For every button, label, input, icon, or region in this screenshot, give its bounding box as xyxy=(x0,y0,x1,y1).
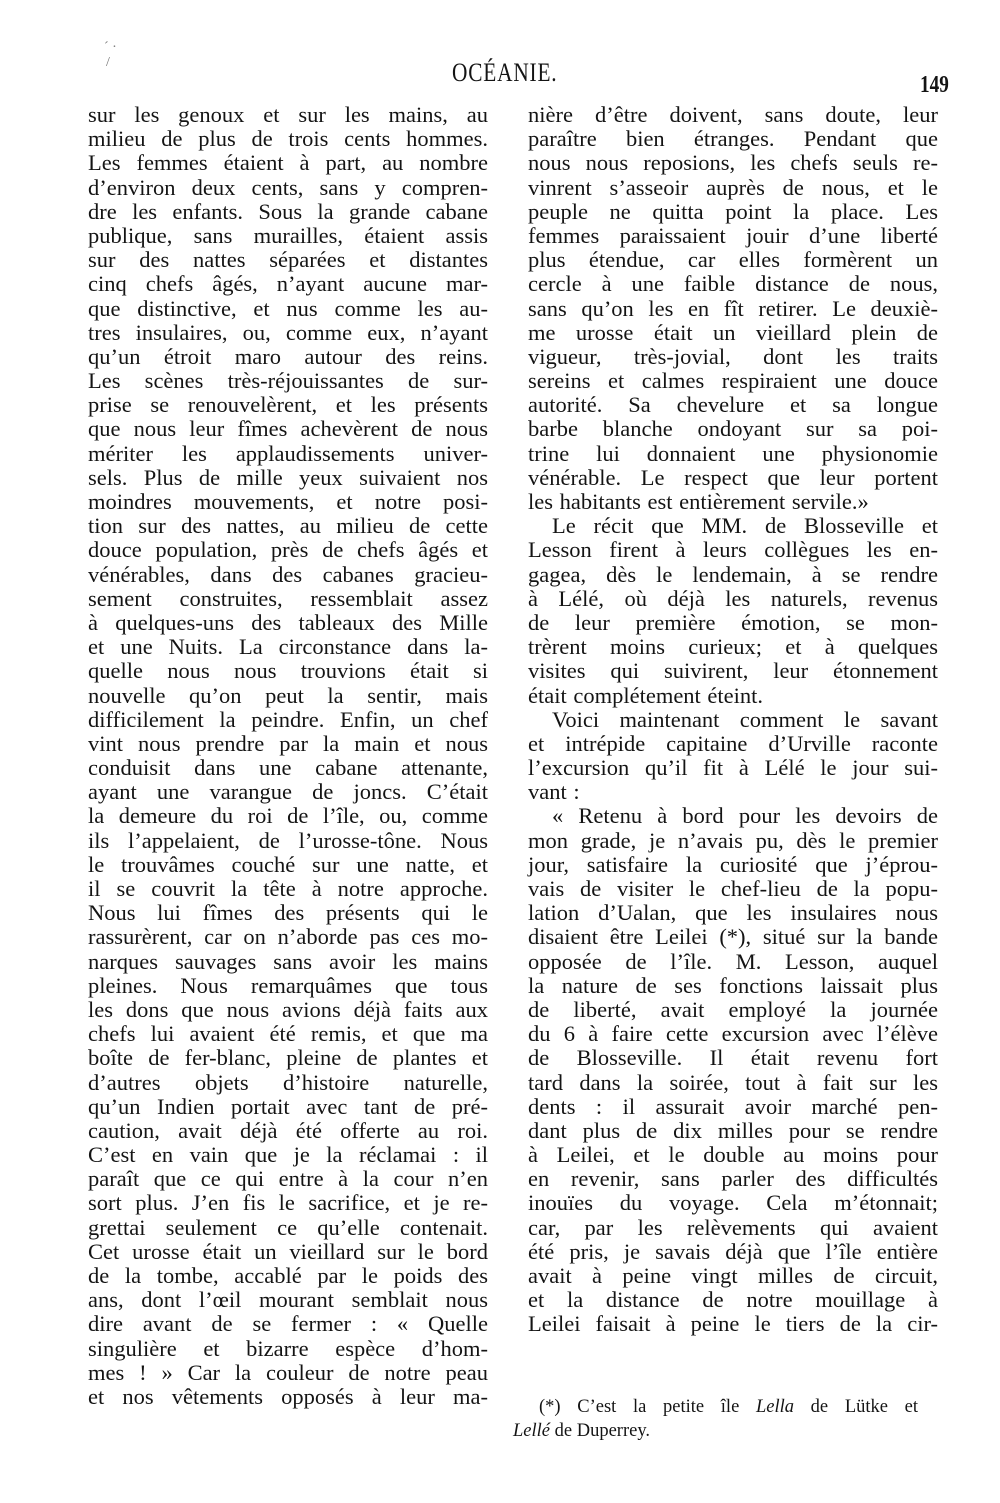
text-line: difficilement la peindre. Enfin, un chef xyxy=(88,706,488,732)
text-line: de la tombe, accablé par le poids des xyxy=(88,1263,488,1288)
text-line: nouvelle qu’on peut la sentir, mais xyxy=(88,682,488,708)
text-line: femmes paraissaient jouir d’une liberté xyxy=(528,222,938,248)
text-line: vais de visiter le chef-lieu de la popu- xyxy=(528,876,938,901)
running-title: OCÉANIE. xyxy=(452,58,558,87)
footnote-line: Lellé de Duperrey. xyxy=(513,1421,650,1441)
text-line: dant plus de dix milles pour se rendre xyxy=(528,1117,938,1143)
text-line: narques sauvages sans avoir les mains xyxy=(88,948,488,974)
text-line: l’excursion qu’il fit à Lélé le jour sui- xyxy=(528,755,938,781)
text-line: Nous lui fîmes des présents qui le xyxy=(88,900,488,926)
text-line: les dons que nous avions déjà faits aux xyxy=(88,996,488,1022)
text-line: C’est en vain que je la réclamai : il xyxy=(88,1142,488,1168)
text-line: sereins et calmes respiraient une douce xyxy=(528,368,938,394)
text-line: il se couvrit la tête à notre approche. xyxy=(88,876,488,901)
text-line: d’autres objets d’histoire naturelle, xyxy=(88,1069,488,1095)
text-line: de leur première émotion, se mon- xyxy=(528,609,938,635)
text-line: jour, satisfaire la curiosité que j’éprou- xyxy=(528,851,938,877)
text-line: mon grade, je n’avais pu, dès le premier xyxy=(528,827,938,853)
text-line: que nous leur fîmes achevèrent de nous xyxy=(88,416,488,442)
text-line: sels. Plus de mille yeux suivaient nos xyxy=(88,464,488,490)
text-line: disaient être Leilei (*), situé sur la bande xyxy=(528,924,938,950)
text-line: de liberté, avait employé la journée xyxy=(528,996,938,1022)
scan-artifact-mark: ´ · xyxy=(104,40,117,55)
text-line: caution, avait déjà été offerte au roi. xyxy=(88,1117,488,1143)
text-line: vigueur, très-jovial, dont les traits xyxy=(528,343,938,369)
text-line: le trouvâmes couché sur une natte, et xyxy=(88,851,488,877)
text-line: Voici maintenant comment le savant xyxy=(552,706,938,732)
text-line: Leilei faisait à peine le tiers de la cir- xyxy=(528,1311,938,1337)
text-line: tion sur des nattes, au milieu de cette xyxy=(88,513,488,539)
text-line: Les scènes très-réjouissantes de sur- xyxy=(88,368,488,394)
text-line: nière d’être doivent, sans doute, leur xyxy=(528,102,938,127)
text-line: sur des nattes séparées et distantes xyxy=(88,247,488,273)
text-line: peuple ne quitta point la place. Les xyxy=(528,198,938,224)
text-line: gagea, dès le lendemain, à se rendre xyxy=(528,561,938,587)
text-line: chefs lui avaient été remis, et que ma xyxy=(88,1021,488,1047)
text-line: paraître bien étranges. Pendant que xyxy=(528,126,938,152)
text-line: vinrent s’asseoir auprès de nous, et le xyxy=(528,174,938,200)
text-line: qu’un étroit maro autour des reins. xyxy=(88,343,488,369)
text-line: visites qui suivirent, leur étonnement xyxy=(528,658,938,684)
footnote-line: (*) C’est la petite île Lella de Lütke et xyxy=(539,1397,918,1417)
text-line: mériter les applaudissements univer- xyxy=(88,440,488,466)
text-line: sement construites, ressemblait assez xyxy=(88,585,488,611)
text-line: les habitants est entièrement servile.» xyxy=(528,489,869,514)
text-line: boîte de fer-blanc, pleine de plantes et xyxy=(88,1045,488,1071)
text-line: autorité. Sa chevelure et sa longue xyxy=(528,392,938,418)
text-line: conduisit dans une cabane attenante, xyxy=(88,755,488,781)
text-line: Cet urosse était un vieillard sur le bord xyxy=(88,1238,488,1264)
text-line: était complétement éteint. xyxy=(528,682,764,708)
text-line: cercle à une faible distance de nous, xyxy=(528,271,938,297)
footnote-italic-term: Lella xyxy=(755,1397,794,1417)
text-line: me urosse était un vieillard plein de xyxy=(528,319,938,345)
text-line: sur les genoux et sur les mains, au xyxy=(88,102,488,127)
text-line: vénérables, dans des cabanes gracieu- xyxy=(88,561,488,587)
text-line: paraît que ce qui entre à la cour n’en xyxy=(88,1166,488,1192)
right-text-column xyxy=(528,103,938,1337)
text-line: et intrépide capitaine d’Urville raconte xyxy=(528,730,938,756)
text-line: lation d’Ualan, que les insulaires nous xyxy=(528,900,938,926)
text-line: grettai seulement ce qu’elle contenait. xyxy=(88,1214,488,1240)
text-line: à Leilei, et le double au moins pour xyxy=(528,1142,938,1168)
text-line: vint nous prendre par la main et nous xyxy=(88,730,488,756)
text-line: pleines. Nous remarquâmes que tous xyxy=(88,972,488,998)
text-line: publique, sans murailles, étaient assis xyxy=(88,222,488,248)
text-line: rassurèrent, car on n’aborde pas ces mo- xyxy=(88,924,488,950)
text-line: car, par les relèvements qui avaient xyxy=(528,1214,938,1240)
text-line: ils l’appelaient, de l’urosse-tône. Nous xyxy=(88,827,488,853)
text-line: tard dans la soirée, tout à fait sur les xyxy=(528,1069,938,1095)
text-line: moindres mouvements, et notre posi- xyxy=(88,489,488,514)
text-line: sans qu’on les en fît retirer. Le deuxiè- xyxy=(528,295,938,321)
text-line: trèrent moins curieux; et à quelques xyxy=(528,634,938,660)
text-line: tres insulaires, ou, comme eux, n’ayant xyxy=(88,319,488,345)
text-line: sort plus. J’en fis le sacrifice, et je re- xyxy=(88,1190,488,1216)
text-line: cinq chefs âgés, n’ayant aucune mar- xyxy=(88,271,488,297)
text-line: la nature de ses fonctions laissait plus xyxy=(528,972,938,998)
text-line: en revenir, sans parler des difficultés xyxy=(528,1166,938,1192)
text-line: vant : xyxy=(528,779,580,805)
text-line: singulière et bizarre espèce d’hom- xyxy=(88,1335,488,1361)
text-line: prise se renouvelèrent, et les présents xyxy=(88,392,488,418)
text-line: et une Nuits. La circonstance dans la- xyxy=(88,634,488,660)
text-line: Les femmes étaient à part, au nombre xyxy=(88,150,488,176)
text-line: nous nous reposions, les chefs seuls re- xyxy=(528,150,938,176)
text-line: à Lélé, où déjà les naturels, revenus xyxy=(528,585,938,611)
footnote xyxy=(513,1395,918,1443)
text-line: Le récit que MM. de Blosseville et xyxy=(552,513,938,539)
text-line: de Blosseville. Il était revenu fort xyxy=(528,1045,938,1071)
text-line: d’environ deux cents, sans y compren- xyxy=(88,174,488,200)
scan-artifact-mark: / xyxy=(106,55,110,70)
text-line: dents : il assurait avoir marché pen- xyxy=(528,1093,938,1119)
text-line: « Retenu à bord pour les devoirs de xyxy=(552,803,938,829)
page-number: 149 xyxy=(920,72,949,98)
text-line: et la distance de notre mouillage à xyxy=(528,1287,938,1313)
text-line: été pris, je savais déjà que l’île entière xyxy=(528,1238,938,1264)
text-line: que distinctive, et nus comme les au- xyxy=(88,295,488,321)
text-line: ayant une varangue de joncs. C’était xyxy=(88,779,488,805)
text-line: milieu de plus de trois cents hommes. xyxy=(88,126,488,152)
text-line: trine lui donnaient une physionomie xyxy=(528,440,938,466)
footnote-italic-term: Lellé xyxy=(513,1421,550,1441)
text-line: dre les enfants. Sous la grande cabane xyxy=(88,198,488,224)
footnote-marker: (*) xyxy=(539,1397,561,1417)
text-line: à quelques-uns des tableaux des Mille xyxy=(88,609,488,635)
text-line: et nos vêtements opposés à leur ma- xyxy=(88,1383,488,1409)
text-line: qu’un Indien portait avec tant de pré- xyxy=(88,1093,488,1119)
text-line: avait à peine vingt milles de circuit, xyxy=(528,1263,938,1288)
text-line: mes ! » Car la couleur de notre peau xyxy=(88,1359,488,1385)
text-line: vénérable. Le respect que leur portent xyxy=(528,464,938,490)
text-line: dire avant de se fermer : « Quelle xyxy=(88,1311,488,1337)
text-line: ans, dont l’œil mourant semblait nous xyxy=(88,1287,488,1313)
text-line: du 6 à faire cette excursion avec l’élève xyxy=(528,1021,938,1047)
text-line: inouïes du voyage. Cela m’étonnait; xyxy=(528,1190,938,1216)
text-line: Lesson firent à leurs collègues les en- xyxy=(528,537,938,563)
text-line: la demeure du roi de l’île, ou, comme xyxy=(88,803,488,829)
text-line: opposée de l’île. M. Lesson, auquel xyxy=(528,948,938,974)
text-line: quelle nous nous trouvions était si xyxy=(88,658,488,684)
text-line: barbe blanche ondoyant sur sa poi- xyxy=(528,416,938,442)
left-text-column xyxy=(88,103,488,1409)
text-line: douce population, près de chefs âgés et xyxy=(88,537,488,563)
text-line: plus étendue, car elles formèrent un xyxy=(528,247,938,273)
